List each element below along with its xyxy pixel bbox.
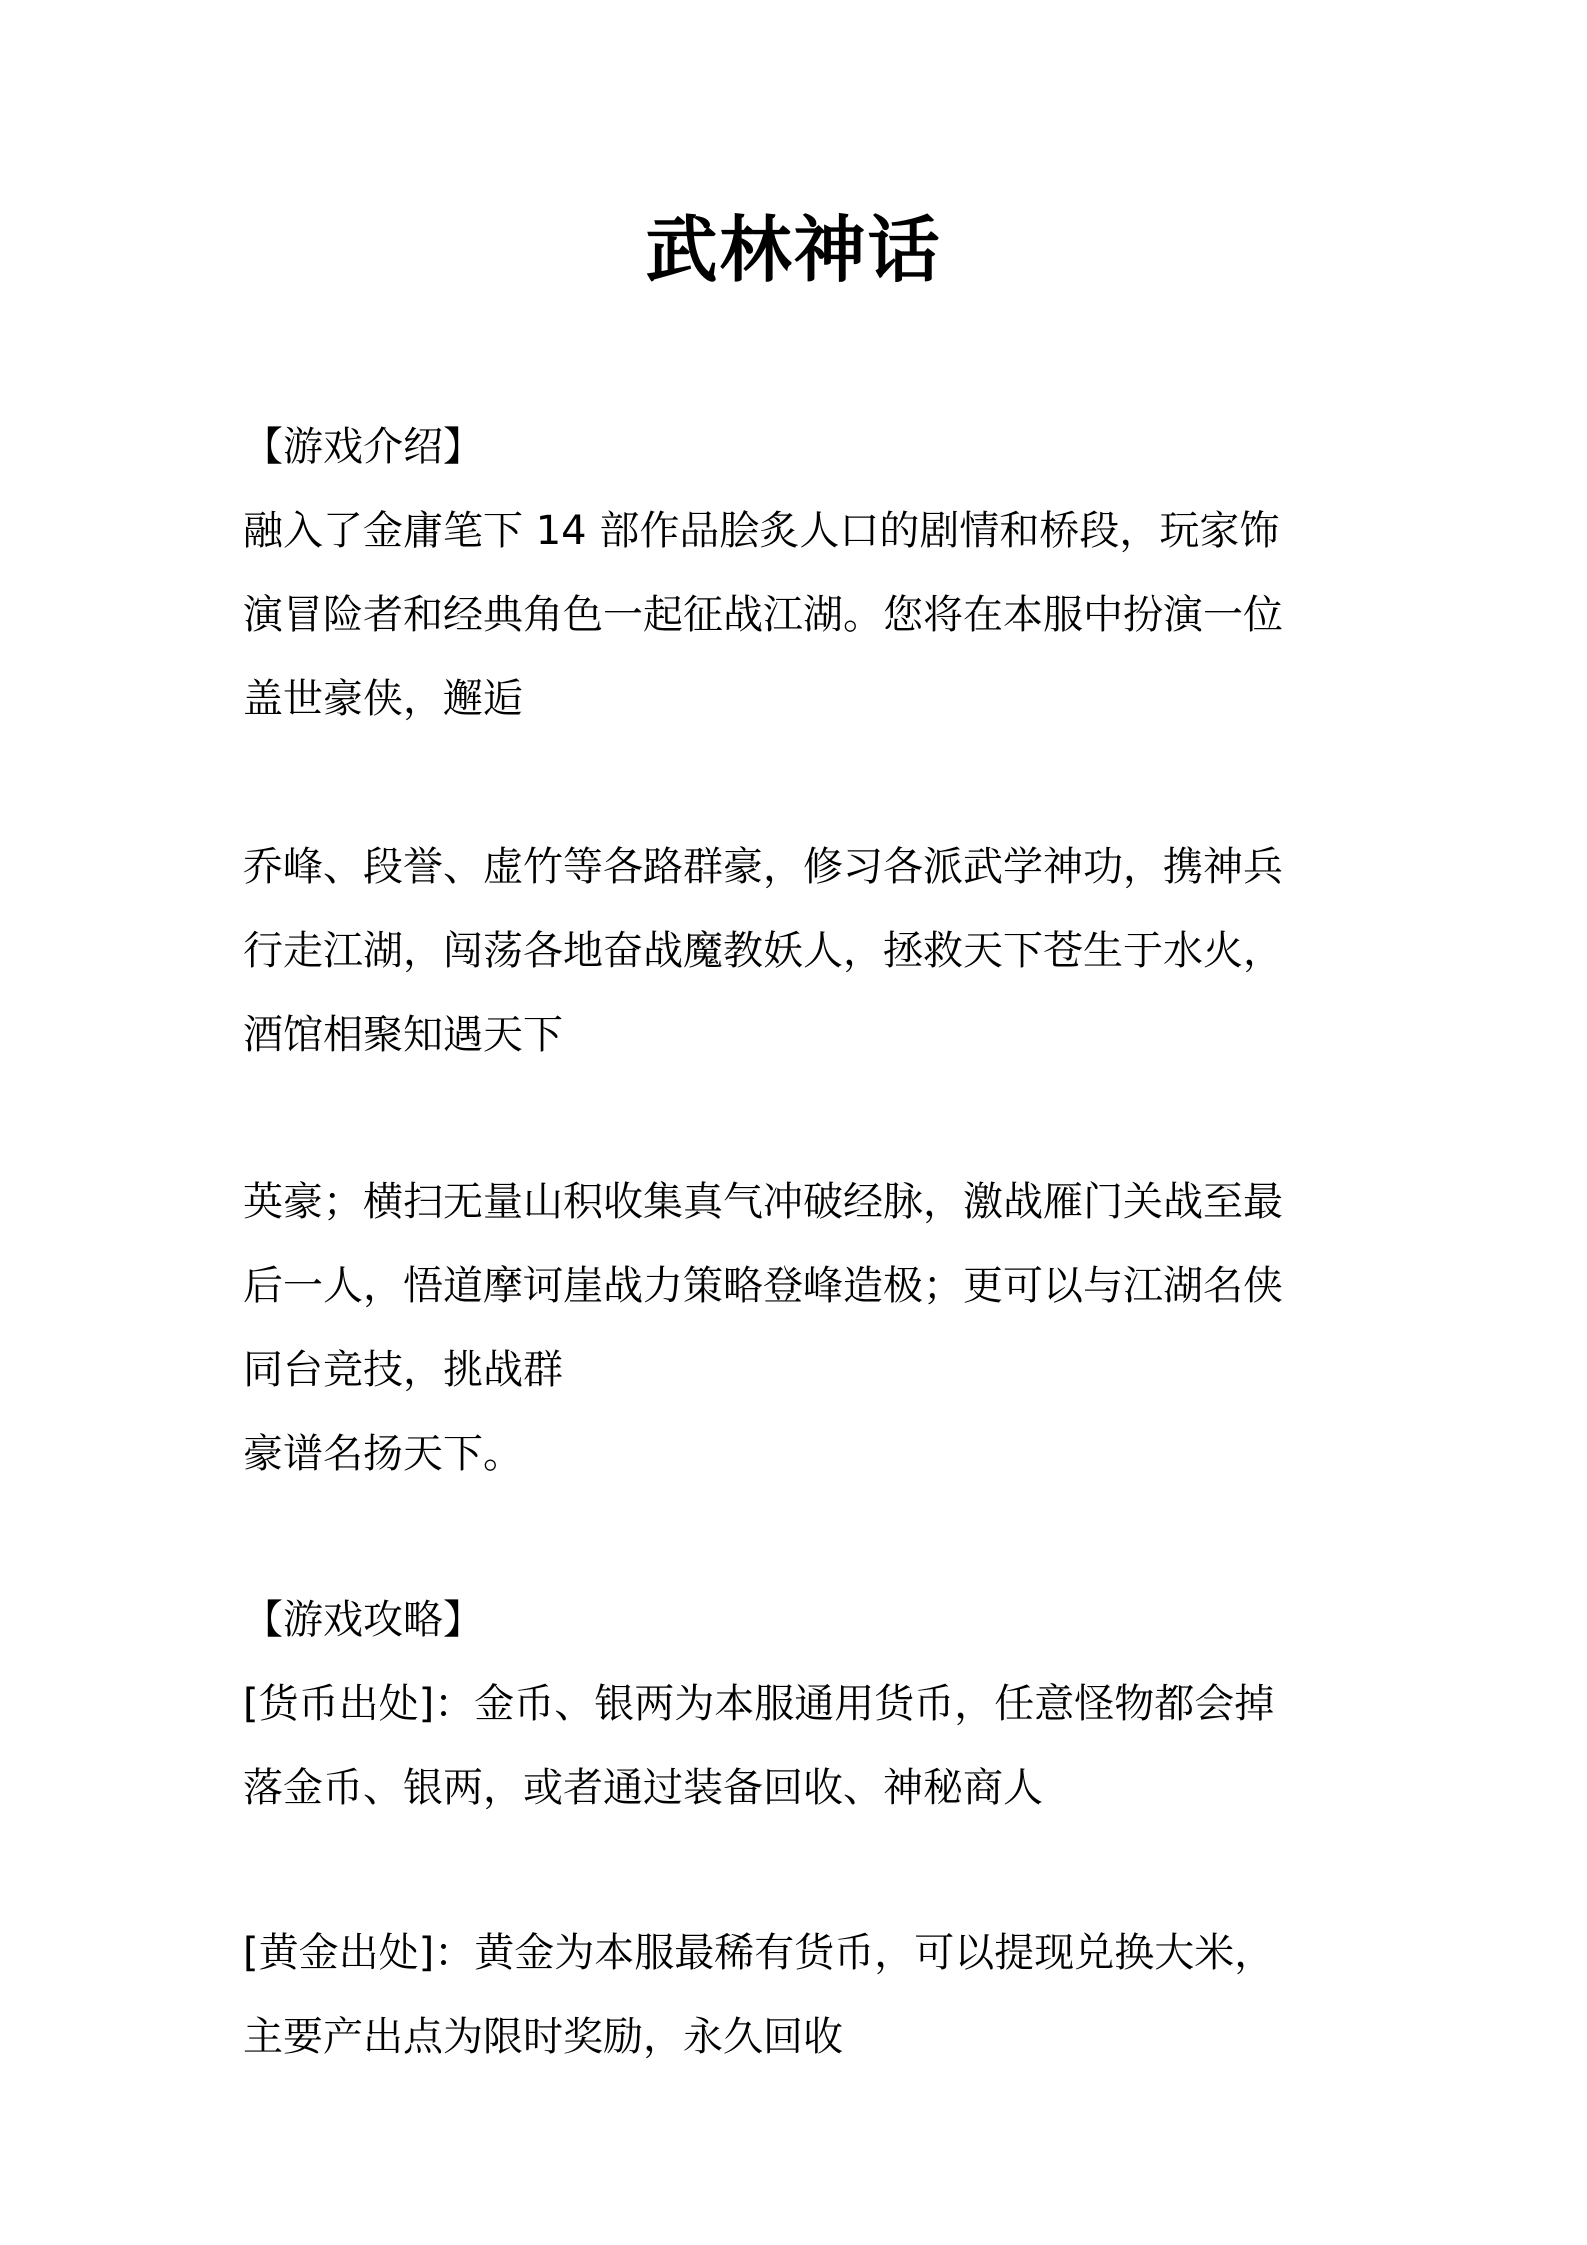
intro-heading: 【游戏介绍】 bbox=[243, 424, 483, 470]
intro-p1-line-2: 演冒险者和经典角色一起征战江湖。您将在本服中扮演一位 bbox=[243, 592, 1283, 638]
guide-p1-line-2: 落金币、银两，或者通过装备回收、神秘商人 bbox=[243, 1765, 1043, 1811]
intro-p3-line-4: 豪谱名扬天下。 bbox=[243, 1431, 523, 1477]
intro-p2-line-1: 乔峰、段誉、虚竹等各路群豪，修习各派武学神功，携神兵 bbox=[243, 844, 1283, 890]
guide-section bbox=[243, 1578, 1363, 1830]
guide-p2-line-2: 主要产出点为限时奖励，永久回收 bbox=[243, 2014, 843, 2060]
intro-section bbox=[243, 405, 1363, 741]
intro-p2-line-3: 酒馆相聚知遇天下 bbox=[243, 1012, 563, 1058]
guide-paragraph-2 bbox=[243, 1911, 1363, 2079]
guide-heading: 【游戏攻略】 bbox=[243, 1597, 483, 1643]
intro-p3-line-3: 同台竞技，挑战群 bbox=[243, 1347, 563, 1393]
intro-p2-line-2: 行走江湖，闯荡各地奋战魔教妖人，拯救天下苍生于水火， bbox=[243, 928, 1283, 974]
intro-paragraph-2 bbox=[243, 825, 1363, 1077]
intro-p3-line-2: 后一人，悟道摩诃崖战力策略登峰造极；更可以与江湖名侠 bbox=[243, 1263, 1283, 1309]
intro-p3-line-1: 英豪；横扫无量山积收集真气冲破经脉，激战雁门关战至最 bbox=[243, 1179, 1283, 1225]
guide-p2-line-1: [黄金出处]：黄金为本服最稀有货币，可以提现兑换大米， bbox=[243, 1930, 1275, 1976]
intro-p1-line-1: 融入了金庸笔下 14 部作品脍炙人口的剧情和桥段，玩家饰 bbox=[243, 508, 1280, 554]
guide-p1-line-1: [货币出处]：金币、银两为本服通用货币，任意怪物都会掉 bbox=[243, 1681, 1275, 1727]
intro-paragraph-3 bbox=[243, 1160, 1363, 1496]
page-title: 武林神话 bbox=[645, 207, 942, 292]
intro-p1-line-3: 盖世豪侠，邂逅 bbox=[243, 676, 523, 722]
